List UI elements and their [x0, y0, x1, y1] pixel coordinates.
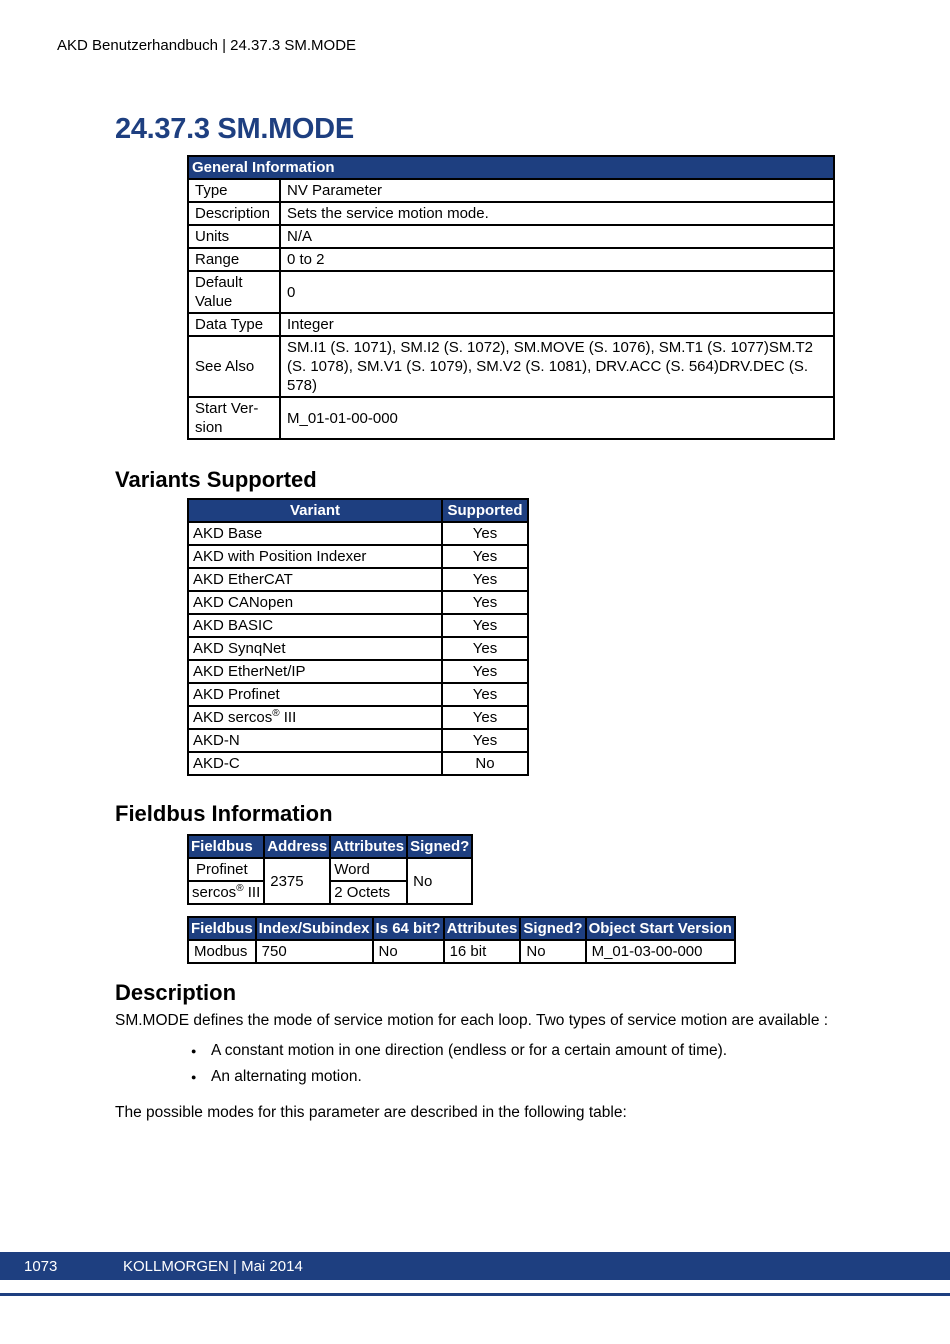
start-version-value: M_01-03-00-000 [586, 940, 735, 963]
table-row [188, 660, 528, 683]
variant-supported: No [442, 752, 528, 775]
table-row [188, 248, 834, 271]
table-row [188, 225, 834, 248]
col-fieldbus: Fieldbus [188, 917, 256, 940]
footer-company: KOLLMORGEN | Mai 2014 [123, 1258, 303, 1275]
table-row [188, 522, 528, 545]
col-signed: Signed? [520, 917, 585, 940]
variant-name: AKD EtherCAT [188, 568, 442, 591]
param-key: Data Type [188, 313, 280, 336]
running-header: AKD Benutzerhandbuch | 24.37.3 SM.MODE [57, 37, 357, 54]
description-heading: Description [115, 980, 237, 1005]
param-value: Integer [280, 313, 834, 336]
variant-supported: Yes [442, 660, 528, 683]
table-row [188, 858, 472, 881]
variant-name: AKD with Position Indexer [188, 545, 442, 568]
param-value: M_01-01-00-000 [280, 397, 834, 439]
attribute-value: 16 bit [444, 940, 521, 963]
table-row [188, 752, 528, 775]
table-row [188, 637, 528, 660]
description-outro: The possible modes for this parameter are described in the following table: [115, 1104, 627, 1121]
table-row [188, 202, 834, 225]
fieldbus-name: Modbus [188, 940, 256, 963]
variant-supported: Yes [442, 729, 528, 752]
page-footer [0, 1252, 950, 1280]
table-row [188, 313, 834, 336]
variant-supported: Yes [442, 568, 528, 591]
variant-name: AKD EtherNet/IP [188, 660, 442, 683]
variant-name: AKD-C [188, 752, 442, 775]
page-title: 24.37.3 SM.MODE [115, 113, 354, 145]
variant-name: AKD sercos® III [188, 706, 442, 729]
fieldbus-heading: Fieldbus Information [115, 801, 333, 826]
param-key: Units [188, 225, 280, 248]
list-item: ● An alternating motion. [178, 1066, 727, 1092]
variant-supported: Yes [442, 614, 528, 637]
col-variant: Variant [188, 499, 442, 522]
variants-heading: Variants Supported [115, 467, 317, 492]
param-key: See Also [188, 336, 280, 397]
param-key: Start Ver- sion [188, 397, 280, 439]
see-also-links[interactable]: SM.I1 (S. 1071), SM.I2 (S. 1072), SM.MOVE (S. 1076), SM.T1 (S. 1077)SM.T2 (S. 1078), SM.V1 (S. 1079), SM.V2 (S. 1081), DRV.ACC (S. 564)DRV.DEC (S. 578) [280, 336, 834, 397]
table-row [188, 706, 528, 729]
variant-supported: Yes [442, 683, 528, 706]
variant-supported: Yes [442, 591, 528, 614]
variant-name: AKD SynqNet [188, 637, 442, 660]
index-value: 750 [256, 940, 373, 963]
table-row [188, 940, 735, 963]
col-address: Address [264, 835, 330, 858]
registered-mark: ® [236, 883, 244, 894]
variant-name: AKD BASIC [188, 614, 442, 637]
param-value: NV Parameter [280, 179, 834, 202]
variants-table [187, 498, 529, 776]
param-key: Range [188, 248, 280, 271]
page-number: 1073 [24, 1258, 58, 1275]
table-row [188, 729, 528, 752]
fieldbus-name: Profinet [188, 858, 264, 881]
table-row [188, 397, 834, 439]
table-row [188, 271, 834, 313]
fieldbus-table-profinet-sercos [187, 834, 473, 905]
col-object-start-version: Object Start Version [586, 917, 735, 940]
attribute-value: Word [330, 858, 407, 881]
variant-name: AKD CANopen [188, 591, 442, 614]
address-value: 2375 [264, 858, 330, 904]
attribute-value: 2 Octets [330, 881, 407, 904]
registered-mark: ® [272, 708, 280, 719]
col-supported: Supported [442, 499, 528, 522]
param-value: 0 [280, 271, 834, 313]
footer-rule [0, 1293, 950, 1296]
signed-value: No [407, 858, 472, 904]
table-row [188, 545, 528, 568]
table-row [188, 336, 834, 397]
param-value: Sets the service motion mode. [280, 202, 834, 225]
col-fieldbus: Fieldbus [188, 835, 264, 858]
is64-value: No [373, 940, 444, 963]
param-key: Default Value [188, 271, 280, 313]
general-information-table [187, 155, 835, 440]
param-value: 0 to 2 [280, 248, 834, 271]
variant-name: AKD Profinet [188, 683, 442, 706]
col-index-subindex: Index/Subindex [256, 917, 373, 940]
variant-name: AKD Base [188, 522, 442, 545]
variant-supported: Yes [442, 706, 528, 729]
table-row [188, 614, 528, 637]
col-attributes: Attributes [330, 835, 407, 858]
variant-supported: Yes [442, 545, 528, 568]
fieldbus-table-modbus [187, 916, 736, 964]
table-row [188, 683, 528, 706]
fieldbus-name: sercos® III [188, 881, 264, 904]
variant-name: AKD-N [188, 729, 442, 752]
table-row [188, 591, 528, 614]
description-bullets [178, 1040, 727, 1092]
list-item: ● A constant motion in one direction (endless or for a certain amount of time). [178, 1040, 727, 1066]
table-row [188, 179, 834, 202]
variant-supported: Yes [442, 522, 528, 545]
table-row [188, 568, 528, 591]
general-info-heading: General Information [188, 156, 834, 179]
param-key: Description [188, 202, 280, 225]
col-attributes: Attributes [444, 917, 521, 940]
variant-supported: Yes [442, 637, 528, 660]
param-key: Type [188, 179, 280, 202]
col-signed: Signed? [407, 835, 472, 858]
col-is-64-bit: Is 64 bit? [373, 917, 444, 940]
param-value: N/A [280, 225, 834, 248]
description-intro: SM.MODE defines the mode of service motion for each loop. Two types of service motion are available : [115, 1012, 829, 1029]
signed-value: No [520, 940, 585, 963]
